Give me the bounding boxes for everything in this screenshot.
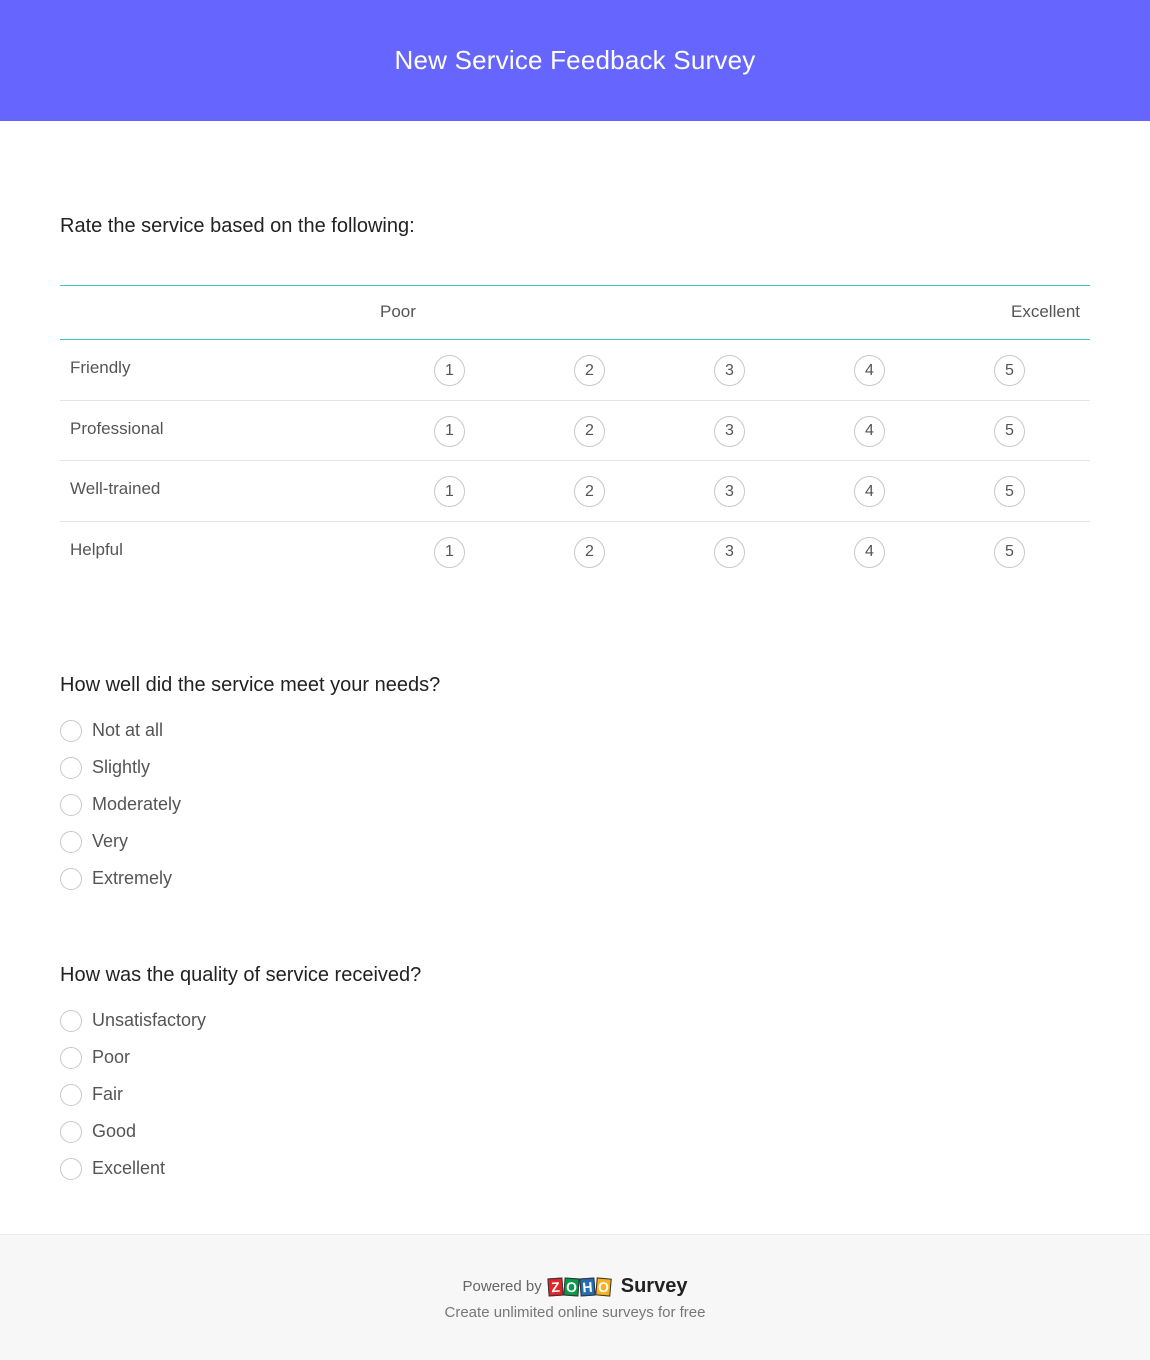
radio-button[interactable] — [60, 720, 82, 742]
rating-matrix — [60, 285, 1090, 582]
survey-content — [0, 121, 1150, 1234]
rating-row-label: Well-trained — [70, 479, 161, 498]
quality-option-unsatisfactory[interactable] — [60, 1002, 421, 1039]
survey-footer — [0, 1234, 1150, 1360]
rating-matrix-header — [60, 285, 1090, 340]
radio-button[interactable] — [60, 757, 82, 779]
rating-option-4[interactable]: 4 — [854, 416, 885, 447]
rating-option-5[interactable]: 5 — [994, 476, 1025, 507]
rating-option-3[interactable]: 3 — [714, 416, 745, 447]
needs-option-very[interactable] — [60, 823, 440, 860]
option-label: Excellent — [92, 1158, 166, 1178]
rating-option-1[interactable]: 1 — [434, 416, 465, 447]
survey-header — [0, 0, 1150, 121]
rating-row-label: Helpful — [70, 539, 123, 559]
option-label: Poor — [92, 1047, 131, 1067]
radio-button[interactable] — [60, 868, 82, 890]
option-label: Moderately — [92, 794, 182, 814]
rating-option-3[interactable]: 3 — [714, 355, 745, 386]
survey-title: New Service Feedback Survey — [394, 45, 756, 75]
needs-question — [60, 674, 440, 897]
rating-option-1[interactable]: 1 — [434, 476, 465, 507]
scale-high-label: Excellent — [1011, 302, 1080, 321]
rating-option-4[interactable]: 4 — [854, 355, 885, 386]
needs-option-moderately[interactable] — [60, 786, 440, 823]
rating-option-3[interactable]: 3 — [714, 476, 745, 507]
rating-row-well-trained — [60, 461, 1090, 522]
rating-option-2[interactable]: 2 — [574, 355, 605, 386]
option-label: Very — [92, 831, 129, 851]
rating-option-5[interactable]: 5 — [994, 537, 1025, 568]
scale-low-label: Poor — [380, 302, 416, 321]
quality-option-good[interactable] — [60, 1113, 421, 1150]
radio-button[interactable] — [60, 1084, 82, 1106]
rating-row-professional — [60, 401, 1090, 462]
radio-button[interactable] — [60, 1158, 82, 1180]
radio-button[interactable] — [60, 831, 82, 853]
rating-row-friendly — [60, 340, 1090, 401]
rating-row-label: Friendly — [70, 358, 131, 377]
zoho-logo-letter: O — [563, 1277, 579, 1296]
quality-option-fair[interactable] — [60, 1076, 421, 1113]
rating-option-2[interactable]: 2 — [574, 476, 605, 507]
option-label: Unsatisfactory — [92, 1010, 207, 1030]
rating-option-2[interactable]: 2 — [574, 416, 605, 447]
footer-tagline-link[interactable]: Create unlimited online surveys for free — [444, 1304, 706, 1321]
radio-button[interactable] — [60, 1010, 82, 1032]
radio-button[interactable] — [60, 1121, 82, 1143]
rating-row-helpful — [60, 522, 1090, 583]
survey-product-name: Survey — [620, 1275, 688, 1297]
zoho-logo-icon — [548, 1278, 611, 1296]
needs-option-not-at-all[interactable] — [60, 712, 440, 749]
rating-row-label: Professional — [70, 418, 164, 438]
needs-option-extremely[interactable] — [60, 860, 440, 897]
rating-option-5[interactable]: 5 — [994, 355, 1025, 386]
option-label: Fair — [92, 1084, 123, 1104]
rating-question-title: Rate the service based on the following: — [60, 215, 415, 237]
zoho-logo-letter: H — [579, 1277, 595, 1296]
quality-question-title: How was the quality of service received? — [60, 964, 422, 986]
needs-question-title: How well did the service meet your needs? — [60, 674, 441, 696]
rating-option-3[interactable]: 3 — [714, 537, 745, 568]
powered-by-link[interactable] — [0, 1275, 1150, 1298]
rating-option-1[interactable]: 1 — [434, 355, 465, 386]
quality-option-excellent[interactable] — [60, 1150, 421, 1187]
option-label: Not at all — [92, 720, 164, 740]
zoho-logo-letter: O — [595, 1277, 612, 1296]
radio-button[interactable] — [60, 794, 82, 816]
powered-by-text: Powered by — [462, 1278, 542, 1295]
zoho-logo-letter: Z — [547, 1277, 563, 1296]
option-label: Slightly — [92, 757, 151, 777]
quality-option-poor[interactable] — [60, 1039, 421, 1076]
option-label: Extremely — [92, 868, 173, 888]
needs-option-slightly[interactable] — [60, 749, 440, 786]
rating-option-4[interactable]: 4 — [854, 537, 885, 568]
quality-question — [60, 964, 421, 1187]
radio-button[interactable] — [60, 1047, 82, 1069]
rating-option-1[interactable]: 1 — [434, 537, 465, 568]
rating-option-4[interactable]: 4 — [854, 476, 885, 507]
rating-option-5[interactable]: 5 — [994, 416, 1025, 447]
rating-option-2[interactable]: 2 — [574, 537, 605, 568]
option-label: Good — [92, 1121, 137, 1141]
